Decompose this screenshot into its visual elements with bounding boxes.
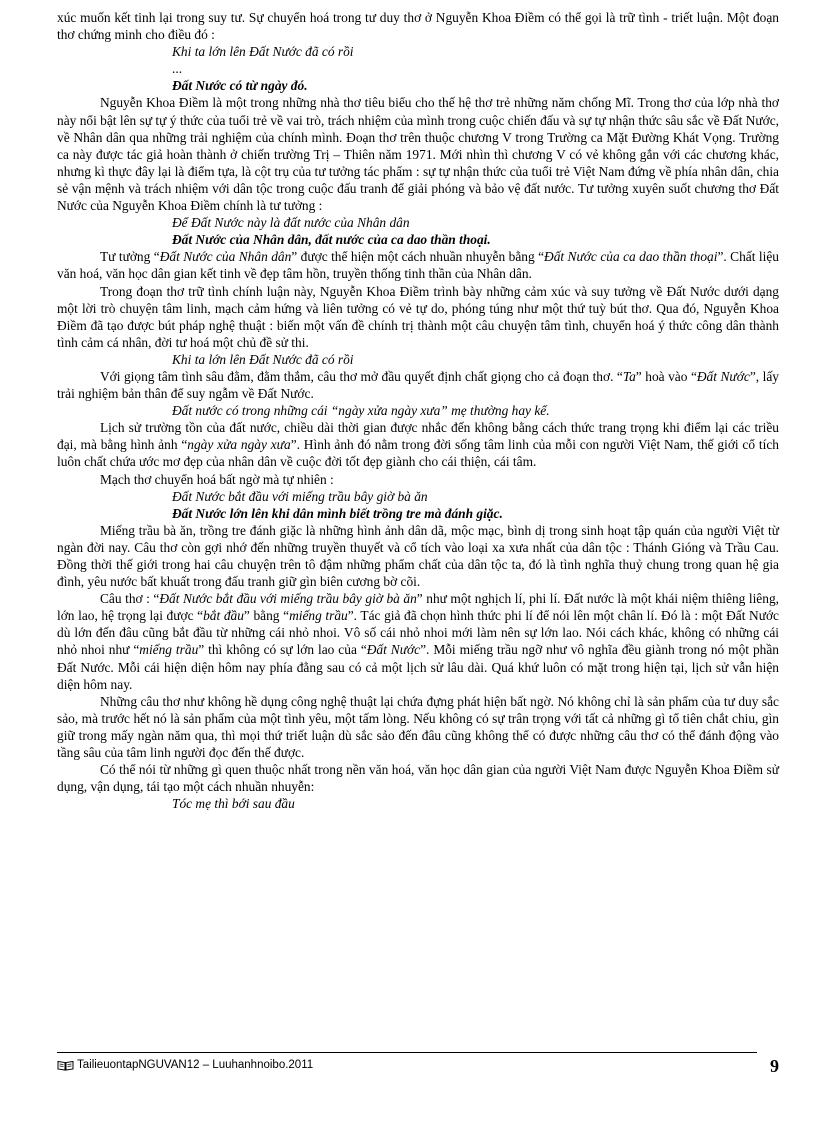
verse-ellipsis: ...	[172, 61, 183, 77]
paragraph: Trong đoạn thơ trữ tình chính luận này, Nguyễn Khoa Điềm trình bày những cảm xúc và suy tưởng về Đất Nước dưới dạng một lời trò chuyện tâm linh, mạch cảm hứng và liên tưởng có vẻ tự do, phóng túng như một thứ tuỳ bút thơ. Qua đó, Nguyễn Khoa Điềm đã tạo được bút pháp nghệ thuật : biến một vấn đề chính trị thành một câu chuyện tâm tình, chuyển hoá ý thức công dân thành tình cảm cá nhân, đời tư hoá một chủ đề sử thi.	[57, 283, 779, 350]
italic-quote: Ta	[622, 368, 636, 384]
verse-line: Đất Nước có từ ngày đó.	[172, 78, 308, 94]
paragraph: Câu thơ : “Đất Nước bắt đầu với miếng trầu bây giờ bà ăn” như một nghịch lí, phi lí. Đất nước là một khái niệm thiêng liêng, lớn lao, hệ trọng lại được “bắt đầu” bằng “miếng trầu”. Tác giả đã chọn hình thức phi lí để nói lên một chân lí. Đó là : một Đất Nước dù lớn đến đâu cũng bắt đầu từ những cái nhỏ nhoi. Vô số cái nhỏ nhoi mới làm nên sự lớn lao. Nói cách khác, không có những cái nhỏ nhoi như “miếng trầu” thì không có sự lớn lao của “Đất Nước”. Mỗi miếng trầu ngỡ như vô nghĩa đều giành trong nó một phần Đất Nước. Mỗi cái hiện diện hôm nay phía đằng sau có cả một lịch sử lâu dài. Quá khứ luôn có mặt trong hiện tại, lịch sử vẫn hiện diện hôm nay.	[57, 591, 779, 692]
footer-text: TailieuontapNGUVAN12 – Luuhanhnoibo.2011	[77, 1059, 314, 1071]
verse-line: Đất Nước bắt đầu với miếng trầu bây giờ bà ăn	[172, 488, 428, 504]
verse-line: Khi ta lớn lên Đất Nước đã có rồi	[172, 351, 354, 367]
verse-line: Đất Nước lớn lên khi dân mình biết trồng tre mà đánh giặc.	[172, 505, 503, 521]
paragraph: Lịch sử trường tồn của đất nước, chiều dài thời gian được nhắc đến không bằng cách thức trang trọng khi điểm lại các triều đại, mà bằng hình ảnh “ngày xửa ngày xưa”. Hình ảnh đó nằm trong đời sống tâm linh của mỗi con người Việt Nam, thế giới cổ tích luôn chất chứa ước mơ đẹp của nhân dân về cuộc đời tốt đẹp giành cho cái thiện, cái tâm.	[57, 420, 779, 470]
paragraph: Những câu thơ như không hề dụng công nghệ thuật lại chứa đựng phát hiện bất ngờ. Nó không chỉ là sản phẩm của tư duy sắc sảo, mà trước hết nó là sản phẩm của một tình yêu, một tấm lòng. Nếu không có sự trân trọng với tất cả những gì tổ tiên chắt chiu, gìn giữ trong mấy ngàn năm qua, thì mọi thứ triết luận dù sắc sảo đến đâu cũng không thể có được những câu thơ có thể đánh động vào tầng sâu của tâm linh người đọc đến thế được.	[57, 693, 779, 761]
verse-line: Để Đất Nước này là đất nước của Nhân dân	[172, 215, 410, 231]
italic-quote: Đất Nước của Nhân dân	[159, 249, 292, 265]
paragraph: Có thể nói từ những gì quen thuộc nhất trong nền văn hoá, văn học dân gian của người Việt Nam được Nguyễn Khoa Điềm sử dụng, vận dụng, tái tạo một cách nhuần nhuyễn:	[57, 762, 779, 795]
page-footer	[57, 1056, 779, 1080]
paragraph: Mạch thơ chuyển hoá bất ngờ mà tự nhiên :	[100, 471, 334, 487]
italic-quote: Đất Nước của ca dao thần thoại	[544, 249, 718, 265]
paragraph: Nguyễn Khoa Điềm là một trong những nhà thơ tiêu biểu cho thế hệ thơ trẻ những năm chống Mĩ. Trong thơ của lớp nhà thơ này nổi bật lên sự tự ý thức của tuổi trẻ về vai trò, trách nhiệm của mình trong cuộc chiến đấu và sự tự nhận thức sâu sắc về Đất Nước, về Nhân dân qua những trải nghiệm của chính mình. Đoạn thơ trên thuộc chương V trong Trường ca Mặt Đường Khát Vọng. Trường ca này được tác giả hoàn thành ở chiến trường Trị – Thiên năm 1971. Mới nhìn thì chương V có vẻ không gắn với các chương khác, nhưng kì thực đây lại là điểm tựa, là cột trụ của tư tưởng tác phẩm : sự tự nhận thức của tuổi trẻ Việt Nam đứng về phía nhân dân, chia sẻ vận mệnh và trách nhiệm với dân tộc trong cuộc đấu tranh để giải phóng và bảo vệ đất nước. Tư tưởng xuyên suốt chương thơ Đất Nước của Nguyễn Khoa Điềm chính là tư tưởng :	[57, 95, 779, 214]
paragraph: xúc muốn kết tinh lại trong suy tư. Sự chuyển hoá trong tư duy thơ ở Nguyễn Khoa Điềm có thể gọi là trữ tình - triết luận. Một đoạn thơ chứng minh cho điều đó :	[57, 10, 779, 43]
italic-quote: miếng trầu	[139, 642, 199, 658]
book-icon	[57, 1060, 74, 1071]
verse-line: Đất Nước của Nhân dân, đất nước của ca dao thần thoại.	[172, 232, 491, 248]
italic-quote: Đất Nước bắt đầu với miếng trầu bây giờ bà ăn	[159, 591, 417, 607]
verse-line: Tóc mẹ thì bới sau đầu	[172, 796, 295, 812]
verse-line: Khi ta lớn lên Đất Nước đã có rồi	[172, 44, 354, 60]
italic-quote: miếng trầu	[289, 608, 348, 624]
document-body	[57, 9, 779, 812]
footer-divider	[57, 1052, 757, 1053]
italic-quote: ngày xửa ngày xưa	[187, 437, 291, 453]
paragraph: Với giọng tâm tình sâu đằm, đằm thắm, câu thơ mở đầu quyết định chất giọng cho cả đoạn thơ. “Ta” hoà vào “Đất Nước”, lấy trải nghiệm bản thân để suy ngẫm về Đất Nước.	[57, 368, 779, 402]
paragraph: Tư tưởng “Đất Nước của Nhân dân” được thể hiện một cách nhuần nhuyễn bằng “Đất Nước của ca dao thần thoại”. Chất liệu văn hoá, văn học dân gian kết tinh về đẹp tâm hồn, truyền thống tinh thần của Nhân dân.	[57, 249, 779, 282]
italic-quote: bắt đầu	[203, 608, 244, 624]
paragraph: Miếng trầu bà ăn, trồng tre đánh giặc là những hình ảnh dân dã, mộc mạc, bình dị trong sinh hoạt tập quán của người Việt từ ngàn đời nay. Câu thơ còn gợi nhớ đến những truyền thuyết và cổ tích vào loại xa xưa nhất của dân tộc : Thánh Gióng và Trầu Cau. Đồng thời thế giới trong hai câu chuyện trên tô đậm những phẩm chất của dân tộc ta, đó là tình nghĩa thuỷ chung trong quan hệ gia đình, yêu nước bất khuất trong đấu tranh giữ gìn biên cương bờ cõi.	[57, 522, 779, 590]
footer-label	[57, 1059, 313, 1071]
italic-quote: Đất Nước	[366, 642, 421, 658]
verse-line: Đất nước có trong những cái “ngày xửa ngày xưa” mẹ thường hay kể.	[172, 403, 550, 419]
page-number: 9	[770, 1056, 779, 1076]
italic-quote: Đất Nước	[696, 368, 750, 384]
